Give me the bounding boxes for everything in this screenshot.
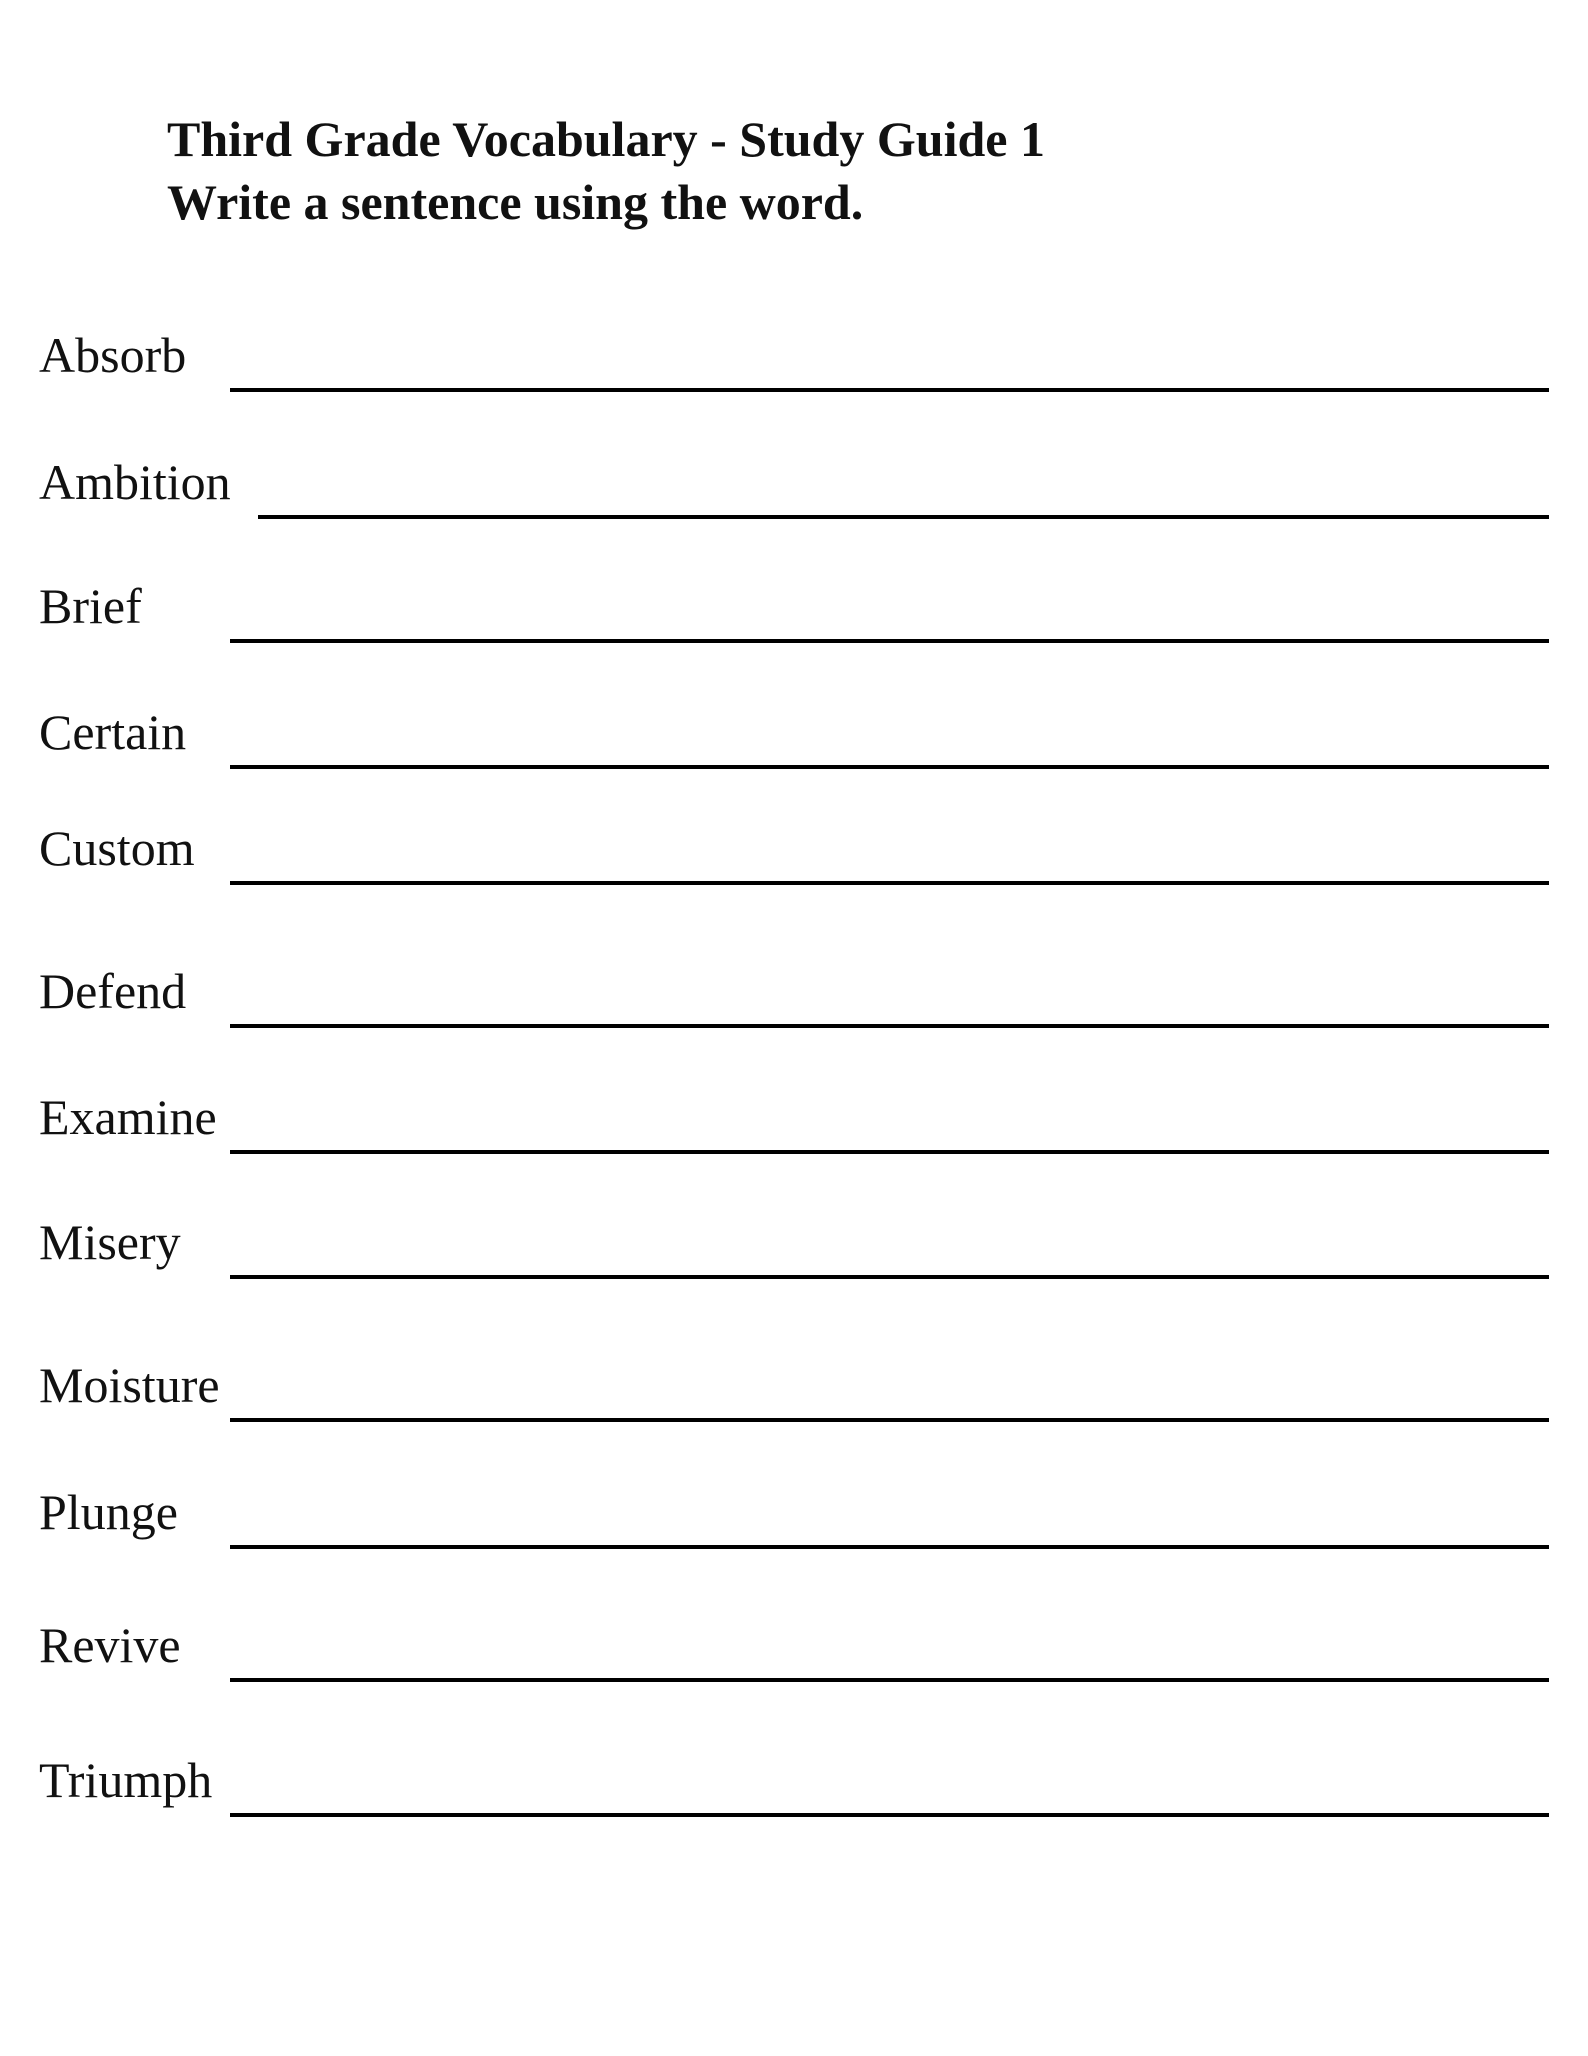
answer-line[interactable] <box>230 765 1549 769</box>
vocab-word: Custom <box>39 820 195 876</box>
answer-line[interactable] <box>230 1678 1549 1682</box>
vocab-row-revive <box>39 1602 1549 1682</box>
answer-line[interactable] <box>230 639 1549 643</box>
answer-line[interactable] <box>230 1150 1549 1154</box>
answer-line[interactable] <box>230 881 1549 885</box>
vocab-row-custom <box>39 805 1549 885</box>
vocab-word: Examine <box>39 1089 217 1145</box>
vocab-word: Triumph <box>39 1752 213 1808</box>
vocab-word: Brief <box>39 578 142 634</box>
vocab-row-ambition <box>39 439 1549 519</box>
vocab-row-moisture <box>39 1342 1549 1422</box>
answer-line[interactable] <box>258 515 1549 519</box>
worksheet-title: Third Grade Vocabulary - Study Guide 1 <box>167 111 1045 167</box>
vocab-word: Absorb <box>39 327 187 383</box>
vocab-row-examine <box>39 1074 1549 1154</box>
vocab-word: Revive <box>39 1617 181 1673</box>
vocab-word: Moisture <box>39 1357 220 1413</box>
answer-line[interactable] <box>230 1275 1549 1279</box>
vocabulary-list <box>39 0 1549 2056</box>
vocab-word: Ambition <box>39 454 231 510</box>
vocab-row-brief <box>39 563 1549 643</box>
answer-line[interactable] <box>230 388 1549 392</box>
answer-line[interactable] <box>230 1545 1549 1549</box>
vocab-row-triumph <box>39 1737 1549 1817</box>
vocab-row-plunge <box>39 1469 1549 1549</box>
vocab-word: Defend <box>39 963 187 1019</box>
vocab-row-absorb <box>39 312 1549 392</box>
answer-line[interactable] <box>230 1024 1549 1028</box>
worksheet-instruction: Write a sentence using the word. <box>167 173 864 230</box>
vocab-word: Plunge <box>39 1484 178 1540</box>
vocab-row-certain <box>39 689 1549 769</box>
vocab-word: Certain <box>39 704 187 760</box>
vocab-row-misery <box>39 1199 1549 1279</box>
vocab-word: Misery <box>39 1214 181 1270</box>
vocab-row-defend <box>39 948 1549 1028</box>
answer-line[interactable] <box>230 1813 1549 1817</box>
answer-line[interactable] <box>230 1418 1549 1422</box>
